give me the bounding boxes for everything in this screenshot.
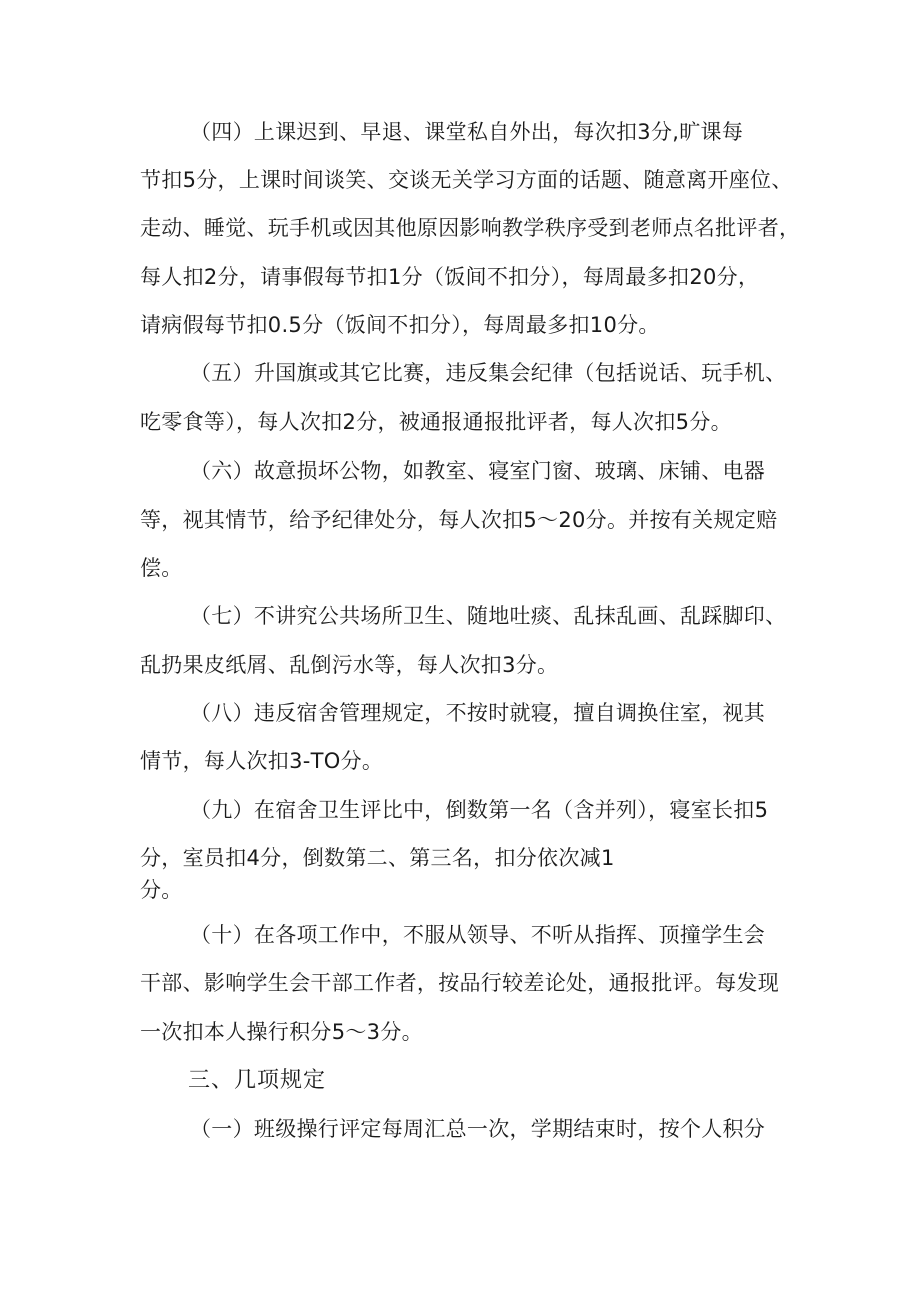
paragraph-6-line-2: 等，视其情节，给予纪律处分，每人次扣5〜20分。并按有关规定赔 [140, 508, 778, 532]
paragraph-9-line-2: 分，室员扣4分，倒数第二、第三名，扣分依次减1 [140, 846, 615, 870]
paragraph-4-line-5: 请病假每节扣0.5分（饭间不扣分），每周最多扣10分。 [140, 313, 660, 337]
paragraph-9-line-3: 分。 [140, 878, 183, 902]
paragraph-9-line-1: （九）在宿舍卫生评比中，倒数第一名（含并列），寝室长扣5 [190, 798, 769, 822]
rule-1-line-1: （一）班级操行评定每周汇总一次，学期结束时，按个人积分 [190, 1117, 766, 1141]
paragraph-5-line-1: （五）升国旗或其它比赛，违反集会纪律（包括说话、玩手机、 [190, 361, 787, 385]
section-heading: 三、几项规定 [188, 1068, 327, 1093]
paragraph-10-line-1: （十）在各项工作中，不服从领导、不听从指挥、顶撞学生会 [190, 923, 766, 947]
paragraph-4-line-3: 走动、睡觉、玩手机或因其他原因影响教学秩序受到老师点名批评者， [140, 216, 801, 240]
paragraph-6-line-3: 偿。 [140, 556, 183, 580]
paragraph-8-line-1: （八）违反宿舍管理规定，不按时就寝，擅自调换住室，视其 [190, 701, 766, 725]
paragraph-4-line-1: （四）上课迟到、早退、课堂私自外出，每次扣3分,旷课每 [190, 120, 744, 144]
paragraph-10-line-2: 干部、影响学生会干部工作者，按品行较差论处，通报批评。每发现 [140, 971, 779, 995]
paragraph-7-line-1: （七）不讲究公共场所卫生、随地吐痰、乱抹乱画、乱踩脚印、 [190, 604, 787, 628]
paragraph-8-line-2: 情节，每人次扣3-TO分。 [140, 749, 384, 773]
paragraph-5-line-2: 吃零食等），每人次扣2分，被通报通报批评者，每人次扣5分。 [140, 410, 732, 434]
paragraph-4-line-2: 节扣5分，上课时间谈笑、交谈无关学习方面的话题、随意离开座位、 [140, 168, 793, 192]
paragraph-4-line-4: 每人扣2分，请事假每节扣1分（饭间不扣分），每周最多扣20分， [140, 265, 760, 289]
paragraph-7-line-2: 乱扔果皮纸屑、乱倒污水等，每人次扣3分。 [140, 653, 559, 677]
paragraph-6-line-1: （六）故意损坏公物，如教室、寝室门窗、玻璃、床铺、电器 [190, 459, 766, 483]
paragraph-10-line-3: 一次扣本人操行积分5〜3分。 [140, 1020, 423, 1044]
